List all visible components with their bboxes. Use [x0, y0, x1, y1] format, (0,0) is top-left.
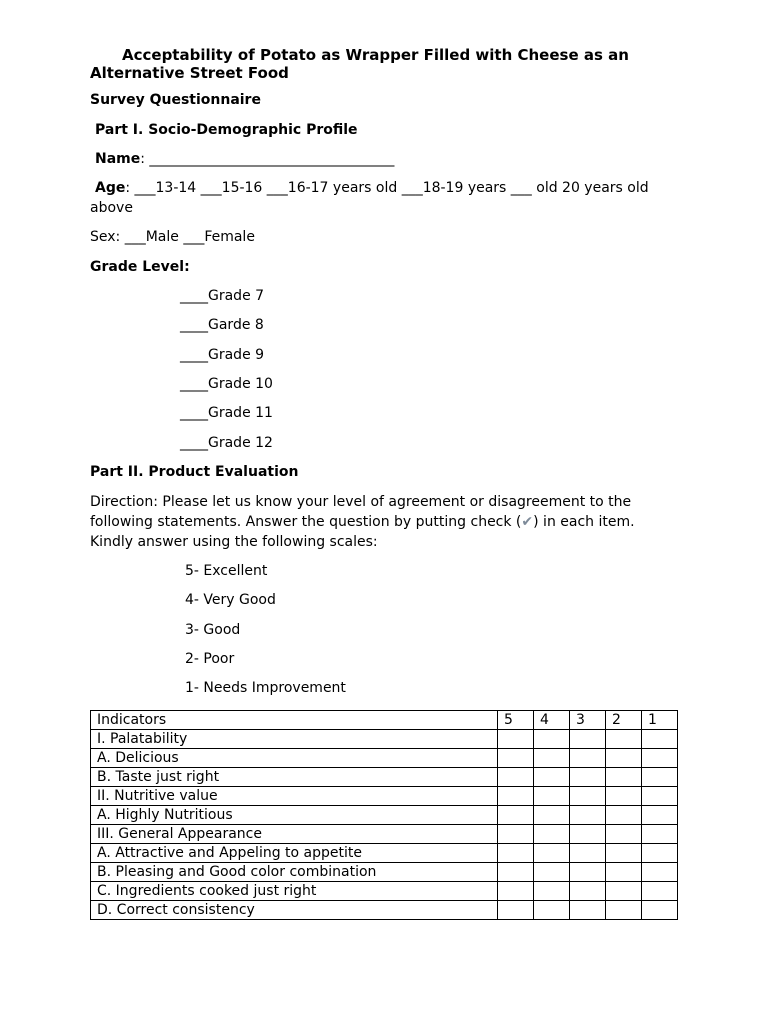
- table-row: [91, 863, 678, 882]
- part1-heading: Part I. Socio-Demographic Profile: [95, 122, 358, 138]
- rating-cell[interactable]: [534, 730, 570, 749]
- indicator-cell: B. Taste just right: [91, 768, 498, 787]
- rating-cell[interactable]: [606, 768, 642, 787]
- indicator-cell: A. Attractive and Appeling to appetite: [91, 844, 498, 863]
- scale-item: 5- Excellent: [185, 563, 268, 579]
- rating-cell[interactable]: [606, 825, 642, 844]
- rating-cell[interactable]: [534, 901, 570, 920]
- table-row: [91, 825, 678, 844]
- rating-cell[interactable]: [534, 768, 570, 787]
- rating-cell[interactable]: [606, 749, 642, 768]
- indicator-cell: II. Nutritive value: [91, 787, 498, 806]
- grade-level-heading: Grade Level:: [90, 259, 190, 275]
- name-label: Name: [95, 151, 141, 167]
- rating-cell[interactable]: [570, 825, 606, 844]
- survey-heading: Survey Questionnaire: [90, 92, 261, 108]
- score-header-5: 5: [498, 711, 534, 730]
- grade-option: ____Grade 7: [180, 288, 265, 304]
- indicator-cell: A. Highly Nutritious: [91, 806, 498, 825]
- document-title: [90, 46, 650, 82]
- rating-cell[interactable]: [498, 749, 534, 768]
- rating-cell[interactable]: [570, 787, 606, 806]
- rating-cell[interactable]: [570, 806, 606, 825]
- rating-cell[interactable]: [498, 730, 534, 749]
- rating-cell[interactable]: [642, 749, 678, 768]
- rating-cell[interactable]: [642, 825, 678, 844]
- rating-cell[interactable]: [606, 730, 642, 749]
- direction-line-3: Kindly answer using the following scales:: [90, 534, 378, 550]
- score-header-2: 2: [606, 711, 642, 730]
- rating-cell[interactable]: [570, 768, 606, 787]
- title-line-1: Acceptability of Potato as Wrapper Filled with Cheese as an: [122, 46, 629, 64]
- indicator-cell: B. Pleasing and Good color combination: [91, 863, 498, 882]
- table-row: [91, 901, 678, 920]
- rating-cell[interactable]: [498, 863, 534, 882]
- indicator-cell: I. Palatability: [91, 730, 498, 749]
- rating-cell[interactable]: [570, 863, 606, 882]
- rating-cell[interactable]: [642, 768, 678, 787]
- rating-cell[interactable]: [606, 844, 642, 863]
- table-row: [91, 749, 678, 768]
- grade-option: ____Grade 12: [180, 435, 273, 451]
- score-header-3: 3: [570, 711, 606, 730]
- name-line: [95, 149, 394, 169]
- age-options: : ___13-14 ___15-16 ___16-17 years old ___18-19 years ___ old 20 years old: [125, 180, 649, 196]
- check-icon: ✔: [521, 514, 534, 530]
- indicator-cell: III. General Appearance: [91, 825, 498, 844]
- table-row: [91, 768, 678, 787]
- rating-cell[interactable]: [534, 806, 570, 825]
- scale-item: 4- Very Good: [185, 592, 276, 608]
- grade-option: ____Grade 9: [180, 347, 265, 363]
- rating-cell[interactable]: [498, 787, 534, 806]
- indicators-header: Indicators: [91, 711, 498, 730]
- rating-cell[interactable]: [642, 844, 678, 863]
- grade-option: ____Garde 8: [180, 317, 264, 333]
- table-row: [91, 730, 678, 749]
- rating-cell[interactable]: [498, 825, 534, 844]
- rating-cell[interactable]: [534, 787, 570, 806]
- name-blank: : ___________________________________: [140, 151, 395, 167]
- age-line: [95, 178, 649, 198]
- title-line-2: Alternative Street Food: [90, 64, 289, 82]
- rating-cell[interactable]: [642, 901, 678, 920]
- evaluation-table: [90, 710, 678, 920]
- grade-option: ____Grade 11: [180, 405, 273, 421]
- rating-cell[interactable]: [642, 882, 678, 901]
- rating-cell[interactable]: [642, 863, 678, 882]
- direction-text-end: ) in each item.: [533, 514, 635, 530]
- age-line-continued: above: [90, 200, 133, 216]
- rating-cell[interactable]: [606, 863, 642, 882]
- table-header-row: [91, 711, 678, 730]
- table-row: [91, 844, 678, 863]
- rating-cell[interactable]: [498, 901, 534, 920]
- rating-cell[interactable]: [498, 768, 534, 787]
- indicator-cell: C. Ingredients cooked just right: [91, 882, 498, 901]
- rating-cell[interactable]: [570, 730, 606, 749]
- rating-cell[interactable]: [498, 882, 534, 901]
- rating-cell[interactable]: [498, 806, 534, 825]
- scale-item: 3- Good: [185, 622, 241, 638]
- table-row: [91, 806, 678, 825]
- rating-cell[interactable]: [570, 901, 606, 920]
- rating-cell[interactable]: [534, 863, 570, 882]
- rating-cell[interactable]: [570, 844, 606, 863]
- rating-cell[interactable]: [498, 844, 534, 863]
- rating-cell[interactable]: [534, 749, 570, 768]
- rating-cell[interactable]: [606, 901, 642, 920]
- direction-line-2: [90, 512, 635, 532]
- rating-cell[interactable]: [534, 882, 570, 901]
- scale-item: 1- Needs Improvement: [185, 680, 346, 696]
- score-header-1: 1: [642, 711, 678, 730]
- rating-cell[interactable]: [642, 787, 678, 806]
- indicator-cell: D. Correct consistency: [91, 901, 498, 920]
- age-label: Age: [95, 180, 126, 196]
- part2-heading: Part II. Product Evaluation: [90, 464, 299, 480]
- direction-line-1: Direction: Please let us know your level of agreement or disagreement to the: [90, 494, 632, 510]
- rating-cell[interactable]: [570, 749, 606, 768]
- rating-cell[interactable]: [570, 882, 606, 901]
- rating-cell[interactable]: [642, 806, 678, 825]
- rating-cell[interactable]: [606, 806, 642, 825]
- rating-cell[interactable]: [534, 825, 570, 844]
- rating-cell[interactable]: [606, 882, 642, 901]
- table-row: [91, 787, 678, 806]
- indicator-cell: A. Delicious: [91, 749, 498, 768]
- direction-text: following statements. Answer the question by putting check (: [90, 514, 522, 530]
- sex-line: Sex: ___Male ___Female: [90, 229, 255, 245]
- table-row: [91, 882, 678, 901]
- grade-option: ____Grade 10: [180, 376, 273, 392]
- rating-cell[interactable]: [606, 787, 642, 806]
- score-header-4: 4: [534, 711, 570, 730]
- rating-cell[interactable]: [642, 730, 678, 749]
- scale-item: 2- Poor: [185, 651, 235, 667]
- rating-cell[interactable]: [534, 844, 570, 863]
